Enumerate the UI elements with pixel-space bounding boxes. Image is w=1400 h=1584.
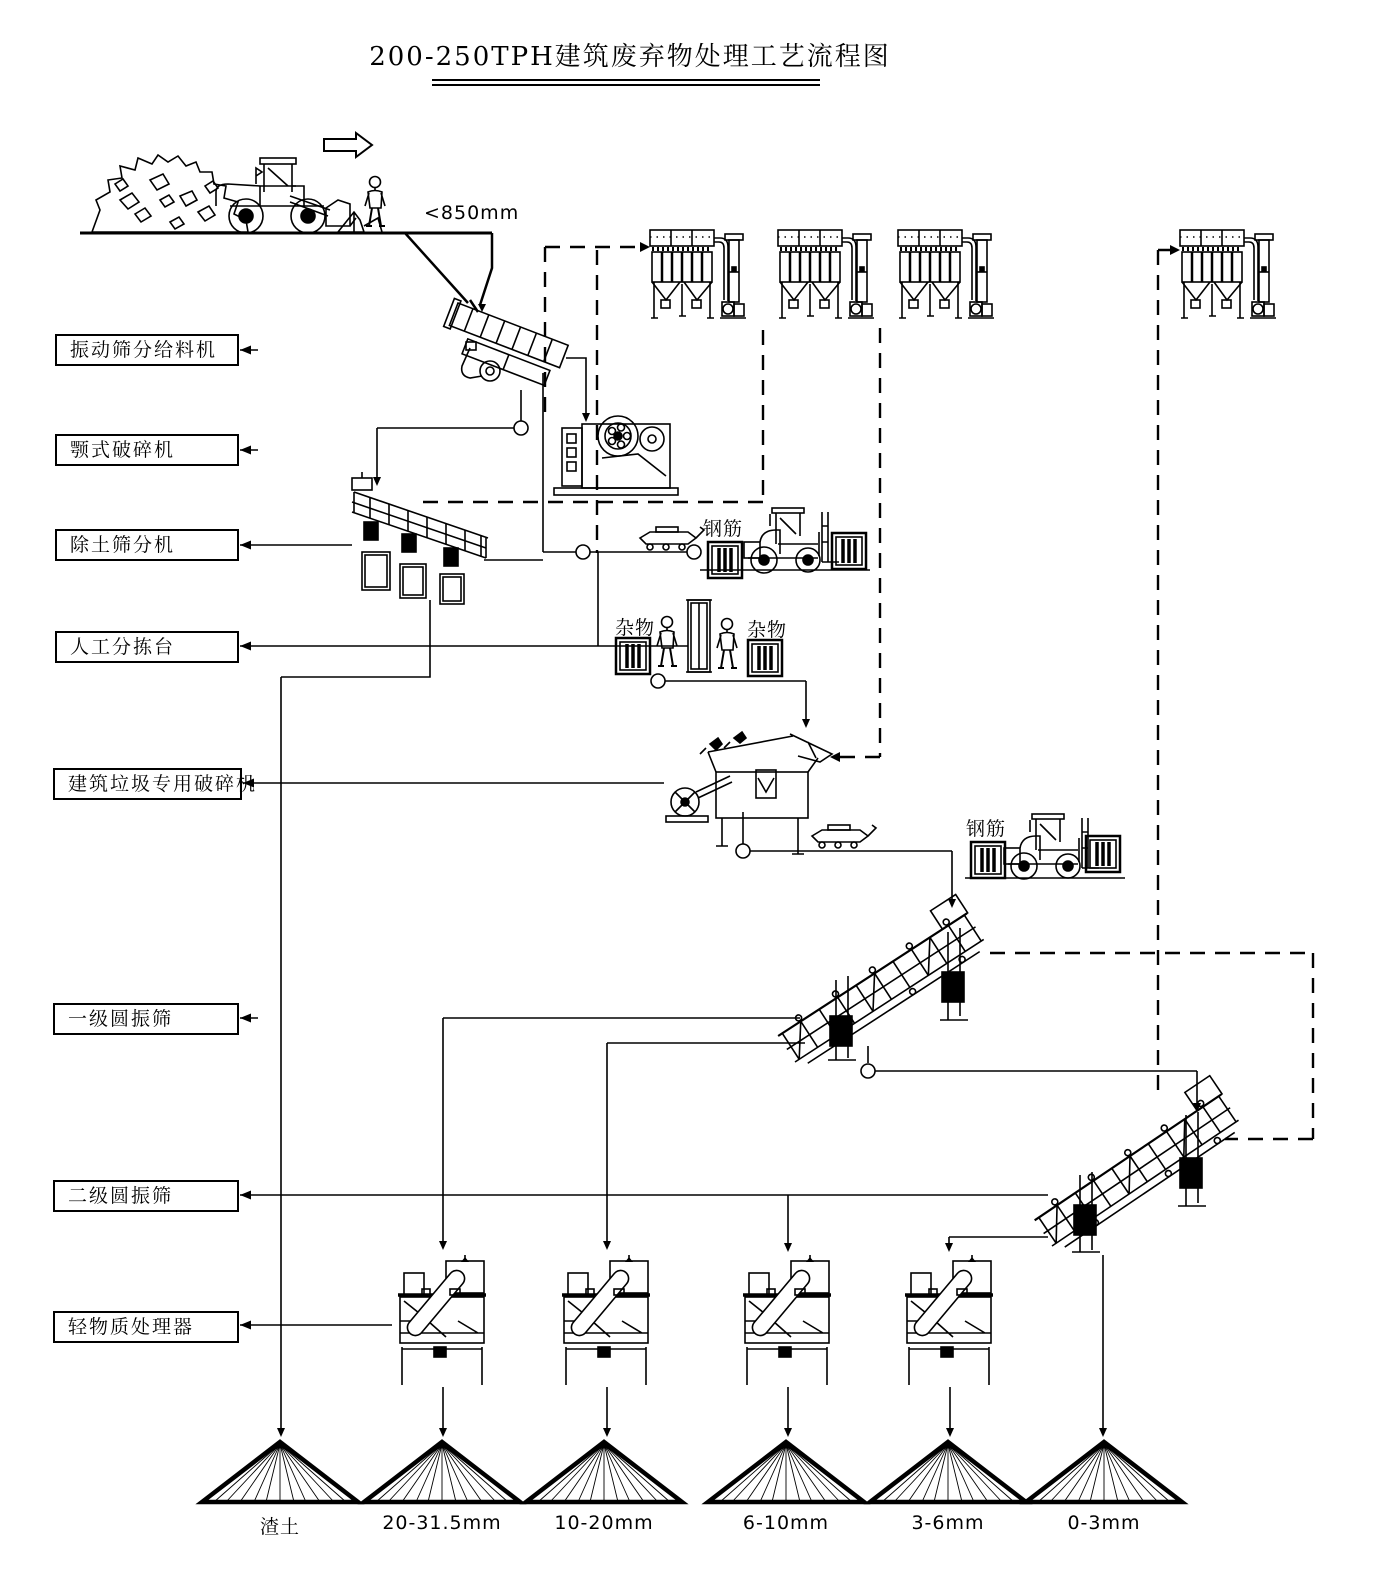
worker-figure-top — [365, 177, 385, 227]
rebar-crate — [708, 542, 742, 578]
flow-direction-arrow — [324, 133, 372, 157]
rebar-note-2: 钢筋 — [966, 818, 1007, 840]
light-material-processor-2 — [562, 1255, 650, 1385]
title-underline — [432, 79, 820, 86]
jaw-crusher-drawing — [554, 416, 678, 495]
label-sorting-platform: 人工分拣台 — [55, 631, 239, 663]
label-leaders — [240, 346, 664, 1330]
duct-arrow — [640, 242, 650, 252]
dust-duct-lines — [420, 247, 1313, 1139]
light-material-processor-3 — [743, 1255, 831, 1385]
sorter-figure-left — [657, 617, 677, 667]
label-vibrating-feeder: 振动筛分给料机 — [55, 334, 239, 366]
sorter-figure-right — [717, 619, 737, 669]
label-jaw-crusher: 颚式破碎机 — [55, 434, 239, 466]
sorting-platform-drawing — [686, 600, 712, 672]
debris-crate-right — [748, 640, 782, 676]
dust-collector-4 — [1180, 230, 1276, 318]
label-secondary-screen: 二级圆振筛 — [53, 1180, 239, 1212]
stockpile-20-31 — [364, 1442, 520, 1502]
pile-label-20-31: 20-31.5mm — [382, 1512, 502, 1534]
impact-crusher-drawing — [666, 732, 832, 854]
pile-label-10-20: 10-20mm — [554, 1512, 654, 1534]
duct-arrow — [1170, 245, 1180, 255]
light-material-processor-1 — [398, 1255, 486, 1385]
secondary-screen-drawing — [1022, 1076, 1243, 1253]
ramp-drawing — [338, 212, 382, 232]
dust-collector-1 — [650, 230, 746, 318]
vibrating-feeder-drawing — [437, 298, 569, 388]
magnetic-separator-1 — [640, 527, 704, 550]
rebar-crate — [1086, 836, 1120, 872]
soil-screen-drawing — [352, 472, 488, 604]
debris-note-left: 杂物 — [615, 617, 656, 639]
rubble-pile-drawing — [92, 155, 248, 232]
rebar-note-1: 钢筋 — [703, 518, 744, 540]
magnetic-separator-2 — [812, 825, 876, 848]
label-soil-screen: 除土筛分机 — [55, 529, 239, 561]
rebar-crate — [971, 842, 1005, 878]
wheel-loader-drawing — [216, 158, 356, 233]
pile-label-6-10: 6-10mm — [742, 1512, 830, 1534]
page-title: 200-250TPH建筑废弃物处理工艺流程图 — [369, 42, 891, 72]
debris-note-right: 杂物 — [747, 619, 788, 641]
rebar-crate — [832, 533, 866, 569]
dust-collector-3 — [898, 230, 994, 318]
stockpile-3-6 — [870, 1442, 1026, 1502]
stockpile-6-10 — [708, 1442, 864, 1502]
dust-collector-2 — [778, 230, 874, 318]
pile-label-slag: 渣土 — [259, 1516, 300, 1538]
stockpile-10-20 — [526, 1442, 682, 1502]
label-light-material: 轻物质处理器 — [53, 1311, 239, 1343]
pile-label-3-6: 3-6mm — [911, 1512, 985, 1534]
forklift-1 — [744, 508, 839, 573]
stockpile-slag — [202, 1442, 358, 1502]
label-waste-crusher: 建筑垃圾专用破碎机 — [53, 768, 242, 800]
stockpile-0-3 — [1026, 1442, 1182, 1502]
pile-label-0-3: 0-3mm — [1067, 1512, 1141, 1534]
debris-crate-left — [616, 638, 650, 674]
max-feed-size-note: <850mm — [424, 202, 520, 224]
light-material-processor-4 — [905, 1255, 993, 1385]
label-primary-screen: 一级圆振筛 — [53, 1003, 239, 1035]
ground-and-chute — [80, 233, 492, 312]
